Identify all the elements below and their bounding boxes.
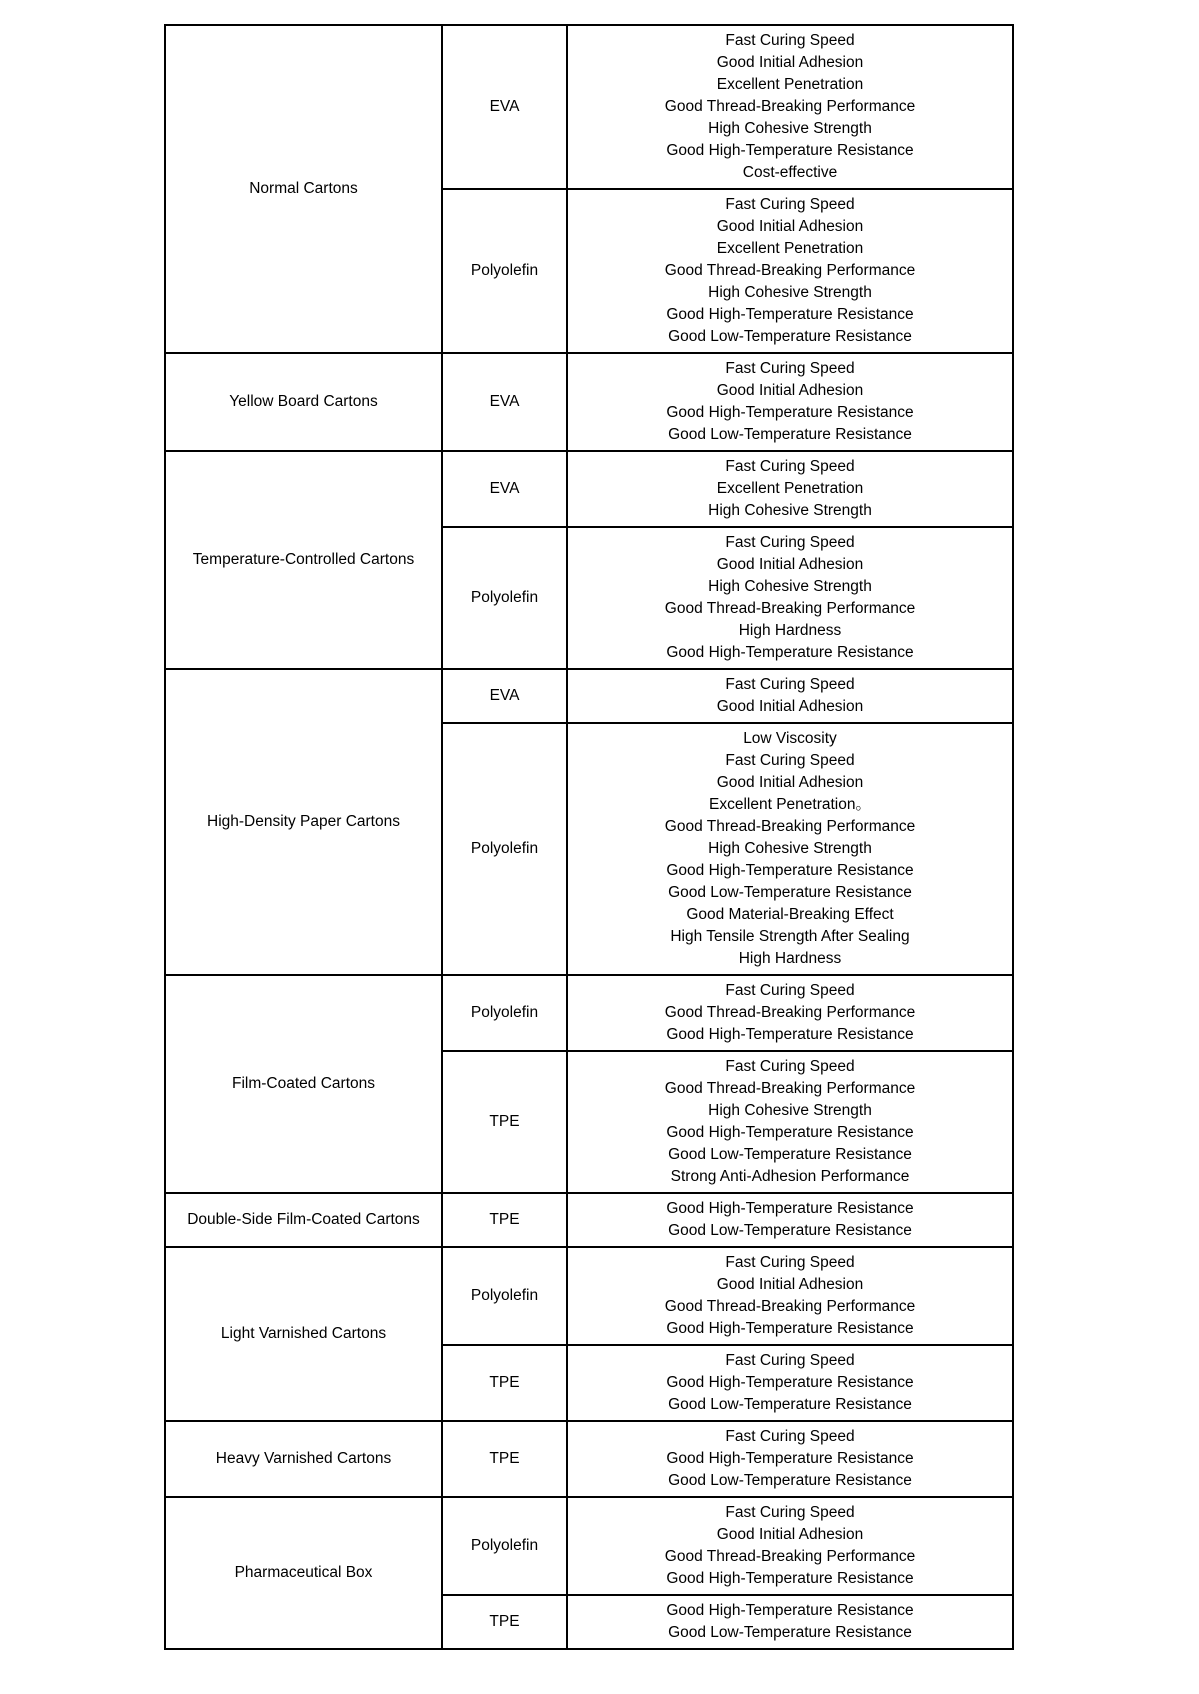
adhesive-type-cell: Polyolefin <box>442 189 567 353</box>
property-line: High Cohesive Strength <box>708 840 872 857</box>
property-line: Good Low-Temperature Resistance <box>668 1396 912 1413</box>
property-line: Fast Curing Speed <box>725 676 855 693</box>
property-line: Fast Curing Speed <box>725 982 855 999</box>
carton-type-cell: Light Varnished Cartons <box>165 1247 442 1421</box>
table-row <box>165 25 1013 189</box>
table-row <box>165 1247 1013 1345</box>
adhesive-type-cell: Polyolefin <box>442 975 567 1051</box>
property-line: Excellent Penetration。 <box>709 796 871 813</box>
property-line: High Hardness <box>738 622 842 639</box>
carton-type-cell: High-Density Paper Cartons <box>165 669 442 975</box>
adhesive-type-cell: TPE <box>442 1345 567 1421</box>
properties-cell <box>567 451 1013 527</box>
property-line: Good Thread-Breaking Performance <box>664 262 916 279</box>
property-line: High Cohesive Strength <box>708 284 872 301</box>
property-line: Strong Anti-Adhesion Performance <box>670 1168 910 1185</box>
adhesive-type-cell: TPE <box>442 1595 567 1649</box>
properties-cell <box>567 1421 1013 1497</box>
spec-table-body <box>165 25 1013 1649</box>
property-line: Good High-Temperature Resistance <box>666 1374 914 1391</box>
adhesive-type-cell: Polyolefin <box>442 1247 567 1345</box>
property-line: Good Low-Temperature Resistance <box>668 1146 912 1163</box>
property-line: Good Low-Temperature Resistance <box>668 1222 912 1239</box>
property-line: Good Initial Adhesion <box>716 218 864 235</box>
property-line: Good Initial Adhesion <box>716 1276 864 1293</box>
property-line: Good Low-Temperature Resistance <box>668 1472 912 1489</box>
properties-cell <box>567 1051 1013 1193</box>
carton-type-cell: Temperature-Controlled Cartons <box>165 451 442 669</box>
property-line: High Cohesive Strength <box>708 1102 872 1119</box>
properties-cell <box>567 723 1013 975</box>
property-line: Good Low-Temperature Resistance <box>668 328 912 345</box>
property-line: Good Thread-Breaking Performance <box>664 1004 916 1021</box>
property-line: Fast Curing Speed <box>725 458 855 475</box>
property-line: Fast Curing Speed <box>725 196 855 213</box>
properties-cell <box>567 1247 1013 1345</box>
adhesive-type-cell: Polyolefin <box>442 527 567 669</box>
property-line: Excellent Penetration <box>716 240 864 257</box>
property-line: Good High-Temperature Resistance <box>666 1124 914 1141</box>
carton-type-cell: Pharmaceutical Box <box>165 1497 442 1649</box>
adhesive-type-cell: EVA <box>442 451 567 527</box>
carton-type-cell: Normal Cartons <box>165 25 442 353</box>
table-row <box>165 451 1013 527</box>
adhesive-type-cell: EVA <box>442 25 567 189</box>
properties-cell <box>567 1595 1013 1649</box>
property-line: Fast Curing Speed <box>725 1254 855 1271</box>
property-line: Good Low-Temperature Resistance <box>668 1624 912 1641</box>
adhesive-type-cell: TPE <box>442 1051 567 1193</box>
property-line: High Cohesive Strength <box>708 120 872 137</box>
property-line: Good High-Temperature Resistance <box>666 1450 914 1467</box>
table-row <box>165 1497 1013 1595</box>
property-line: Good Thread-Breaking Performance <box>664 818 916 835</box>
property-line: Good High-Temperature Resistance <box>666 1570 914 1587</box>
properties-cell <box>567 1497 1013 1595</box>
property-line: Good Thread-Breaking Performance <box>664 600 916 617</box>
table-row <box>165 1421 1013 1497</box>
property-line: Fast Curing Speed <box>725 1058 855 1075</box>
carton-type-cell: Heavy Varnished Cartons <box>165 1421 442 1497</box>
properties-cell <box>567 353 1013 451</box>
property-line: Good High-Temperature Resistance <box>666 644 914 661</box>
property-line: Excellent Penetration <box>716 76 864 93</box>
property-line: Good Initial Adhesion <box>716 382 864 399</box>
property-line: Good High-Temperature Resistance <box>666 1026 914 1043</box>
property-line: Good High-Temperature Resistance <box>666 404 914 421</box>
property-line: Low Viscosity <box>743 730 837 747</box>
property-line: Good High-Temperature Resistance <box>666 1602 914 1619</box>
adhesive-type-cell: EVA <box>442 669 567 723</box>
property-line: Good Initial Adhesion <box>716 698 864 715</box>
property-line: High Hardness <box>738 950 842 967</box>
carton-type-cell: Film-Coated Cartons <box>165 975 442 1193</box>
property-line: Good Thread-Breaking Performance <box>664 1548 916 1565</box>
adhesive-type-cell: EVA <box>442 353 567 451</box>
carton-type-cell: Yellow Board Cartons <box>165 353 442 451</box>
property-line: Cost-effective <box>742 164 838 181</box>
property-line: Fast Curing Speed <box>725 32 855 49</box>
properties-cell <box>567 975 1013 1051</box>
property-line: Good Low-Temperature Resistance <box>668 426 912 443</box>
property-line: High Cohesive Strength <box>708 578 872 595</box>
table-row <box>165 353 1013 451</box>
property-line: Good Initial Adhesion <box>716 774 864 791</box>
properties-cell <box>567 669 1013 723</box>
property-line: Good Low-Temperature Resistance <box>668 884 912 901</box>
property-line: Good High-Temperature Resistance <box>666 1320 914 1337</box>
property-line: Fast Curing Speed <box>725 1504 855 1521</box>
adhesive-type-cell: Polyolefin <box>442 723 567 975</box>
property-line: Good Thread-Breaking Performance <box>664 98 916 115</box>
property-line: Fast Curing Speed <box>725 1352 855 1369</box>
adhesive-type-cell: TPE <box>442 1421 567 1497</box>
property-line: Good High-Temperature Resistance <box>666 862 914 879</box>
properties-cell <box>567 1193 1013 1247</box>
table-row <box>165 1193 1013 1247</box>
property-line: Fast Curing Speed <box>725 752 855 769</box>
property-line: Good High-Temperature Resistance <box>666 1200 914 1217</box>
property-line: Good High-Temperature Resistance <box>666 306 914 323</box>
property-line: High Cohesive Strength <box>708 502 872 519</box>
property-line: Good Initial Adhesion <box>716 54 864 71</box>
adhesive-type-cell: TPE <box>442 1193 567 1247</box>
adhesive-type-cell: Polyolefin <box>442 1497 567 1595</box>
property-line: Good Thread-Breaking Performance <box>664 1080 916 1097</box>
carton-adhesive-spec-table <box>164 24 1014 1650</box>
properties-cell <box>567 1345 1013 1421</box>
property-line: Excellent Penetration <box>716 480 864 497</box>
property-line: Good Material-Breaking Effect <box>686 906 894 923</box>
property-line: Good Initial Adhesion <box>716 1526 864 1543</box>
property-line: Good High-Temperature Resistance <box>666 142 914 159</box>
properties-cell <box>567 189 1013 353</box>
property-line: Fast Curing Speed <box>725 534 855 551</box>
property-line: Fast Curing Speed <box>725 360 855 377</box>
table-row <box>165 975 1013 1051</box>
property-line: Good Thread-Breaking Performance <box>664 1298 916 1315</box>
property-line: Fast Curing Speed <box>725 1428 855 1445</box>
table-row <box>165 669 1013 723</box>
property-line: Good Initial Adhesion <box>716 556 864 573</box>
properties-cell <box>567 25 1013 189</box>
property-line: High Tensile Strength After Sealing <box>670 928 910 945</box>
properties-cell <box>567 527 1013 669</box>
carton-type-cell: Double-Side Film-Coated Cartons <box>165 1193 442 1247</box>
